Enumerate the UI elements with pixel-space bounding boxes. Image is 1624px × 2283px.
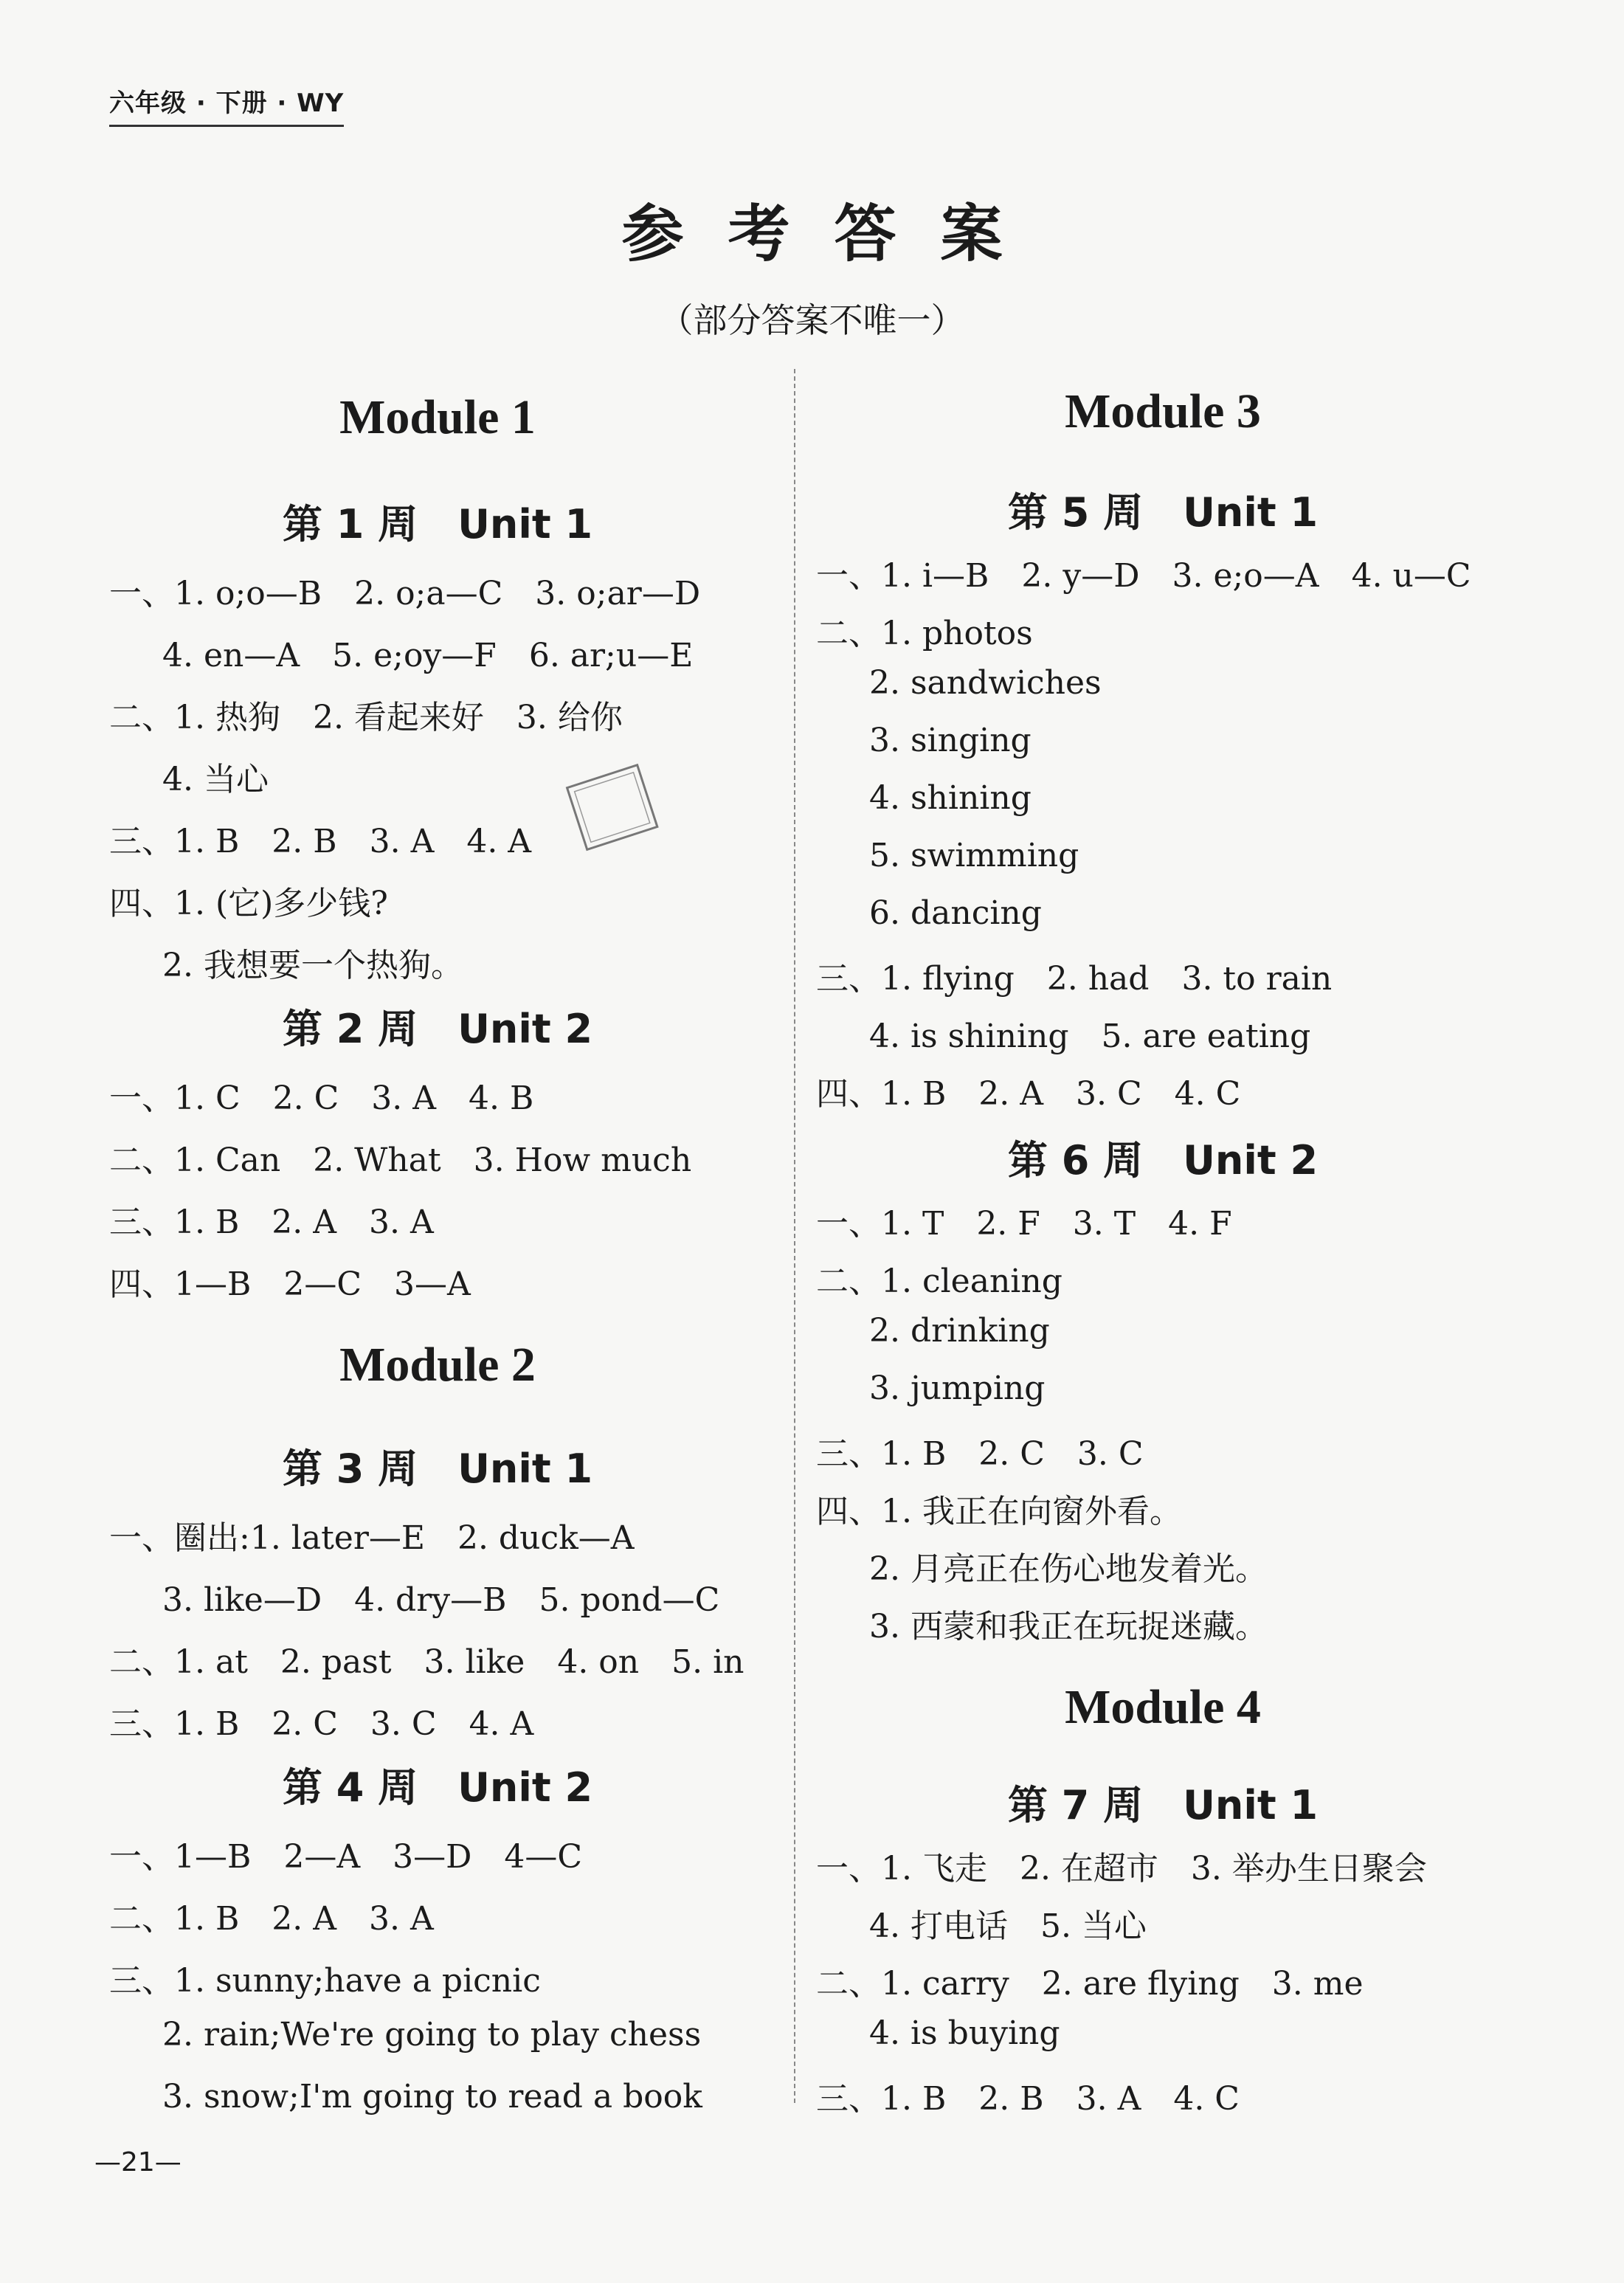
answer-line: 二、1. B 2. A 3. A — [109, 1900, 434, 1938]
answer-line: 一、1. i—B 2. y—D 3. e;o—A 4. u—C — [816, 557, 1471, 595]
answer-line: 一、1. o;o—B 2. o;a—C 3. o;ar—D — [109, 575, 701, 612]
column-divider — [794, 369, 795, 2103]
answer-line: 3. singing — [869, 722, 1032, 759]
answer-line: 二、1. at 2. past 3. like 4. on 5. in — [109, 1643, 744, 1681]
answer-line: 四、1—B 2—C 3—A — [109, 1265, 471, 1303]
answer-line: 4. 打电话 5. 当心 — [869, 1907, 1147, 1945]
week-heading: 第 6 周 Unit 2 — [1007, 1137, 1319, 1184]
answer-line: 一、1—B 2—A 3—D 4—C — [109, 1838, 583, 1876]
answer-line: 三、1. B 2. A 3. A — [109, 1203, 434, 1241]
week-heading: 第 2 周 Unit 2 — [282, 1006, 593, 1052]
answer-line: 四、1. B 2. A 3. C 4. C — [816, 1075, 1241, 1113]
week-heading: 第 1 周 Unit 1 — [282, 501, 593, 548]
answer-line: 二、1. 热狗 2. 看起来好 3. 给你 — [109, 699, 623, 736]
week-heading: 第 4 周 Unit 2 — [282, 1764, 593, 1811]
answer-line: 3. 西蒙和我正在玩捉迷藏。 — [869, 1608, 1268, 1645]
answer-line: 三、1. B 2. B 3. A 4. C — [816, 2080, 1240, 2118]
answer-line: 4. en—A 5. e;oy—F 6. ar;u—E — [162, 637, 694, 674]
answer-line: 三、1. flying 2. had 3. to rain — [816, 960, 1333, 998]
answer-line: 2. rain;We're going to play chess — [162, 2016, 702, 2054]
answer-line: 5. swimming — [869, 837, 1079, 874]
answer-line: 二、1. photos — [816, 615, 1033, 652]
answer-line: 一、1. T 2. F 3. T 4. F — [816, 1205, 1232, 1243]
module-heading: Module 3 — [1065, 384, 1261, 438]
week-heading: 第 3 周 Unit 1 — [282, 1446, 593, 1492]
answer-line: 一、1. C 2. C 3. A 4. B — [109, 1080, 534, 1117]
module-heading: Module 2 — [339, 1338, 536, 1392]
stamp-icon — [558, 756, 667, 860]
answer-line: 6. dancing — [869, 894, 1042, 932]
answer-line: 4. 当心 — [162, 761, 269, 798]
answer-line: 四、1. 我正在向窗外看。 — [816, 1493, 1182, 1530]
answer-line: 一、圈出:1. later—E 2. duck—A — [109, 1519, 635, 1557]
answer-line: 4. shining — [869, 779, 1032, 817]
answer-line: 三、1. B 2. C 3. C — [816, 1435, 1144, 1473]
answer-line: 4. is shining 5. are eating — [869, 1018, 1311, 1055]
book-header: 六年级 · 下册 · WY — [109, 83, 344, 127]
answer-line: 二、1. carry 2. are flying 3. me — [816, 1965, 1364, 2003]
answer-line: 2. sandwiches — [869, 664, 1102, 702]
answer-line: 3. jumping — [869, 1370, 1046, 1407]
page-title: 参考答案 — [621, 198, 1047, 270]
answer-line: 2. 我想要一个热狗。 — [162, 947, 463, 984]
answer-line: 二、1. Can 2. What 3. How much — [109, 1142, 692, 1179]
module-heading: Module 4 — [1065, 1680, 1261, 1734]
answer-line: 3. snow;I'm going to read a book — [162, 2078, 702, 2116]
answer-line: 2. 月亮正在伤心地发着光。 — [869, 1550, 1268, 1588]
week-heading: 第 7 周 Unit 1 — [1007, 1782, 1319, 1828]
page-number: —21— — [94, 2147, 182, 2177]
answer-line: 三、1. B 2. B 3. A 4. A — [109, 823, 532, 860]
answer-line: 3. like—D 4. dry—B 5. pond—C — [162, 1581, 720, 1619]
page-subtitle: （部分答案不唯一） — [659, 300, 965, 340]
answer-line: 二、1. cleaning — [816, 1263, 1062, 1300]
answer-line: 一、1. 飞走 2. 在超市 3. 举办生日聚会 — [816, 1850, 1427, 1887]
week-heading: 第 5 周 Unit 1 — [1007, 489, 1319, 536]
module-heading: Module 1 — [339, 390, 536, 444]
answer-line: 三、1. B 2. C 3. C 4. A — [109, 1705, 534, 1743]
answer-line: 四、1. (它)多少钱? — [109, 885, 388, 922]
answer-line: 三、1. sunny;have a picnic — [109, 1962, 541, 2000]
answer-line: 2. drinking — [869, 1312, 1050, 1350]
answer-line: 4. is buying — [869, 2014, 1060, 2052]
